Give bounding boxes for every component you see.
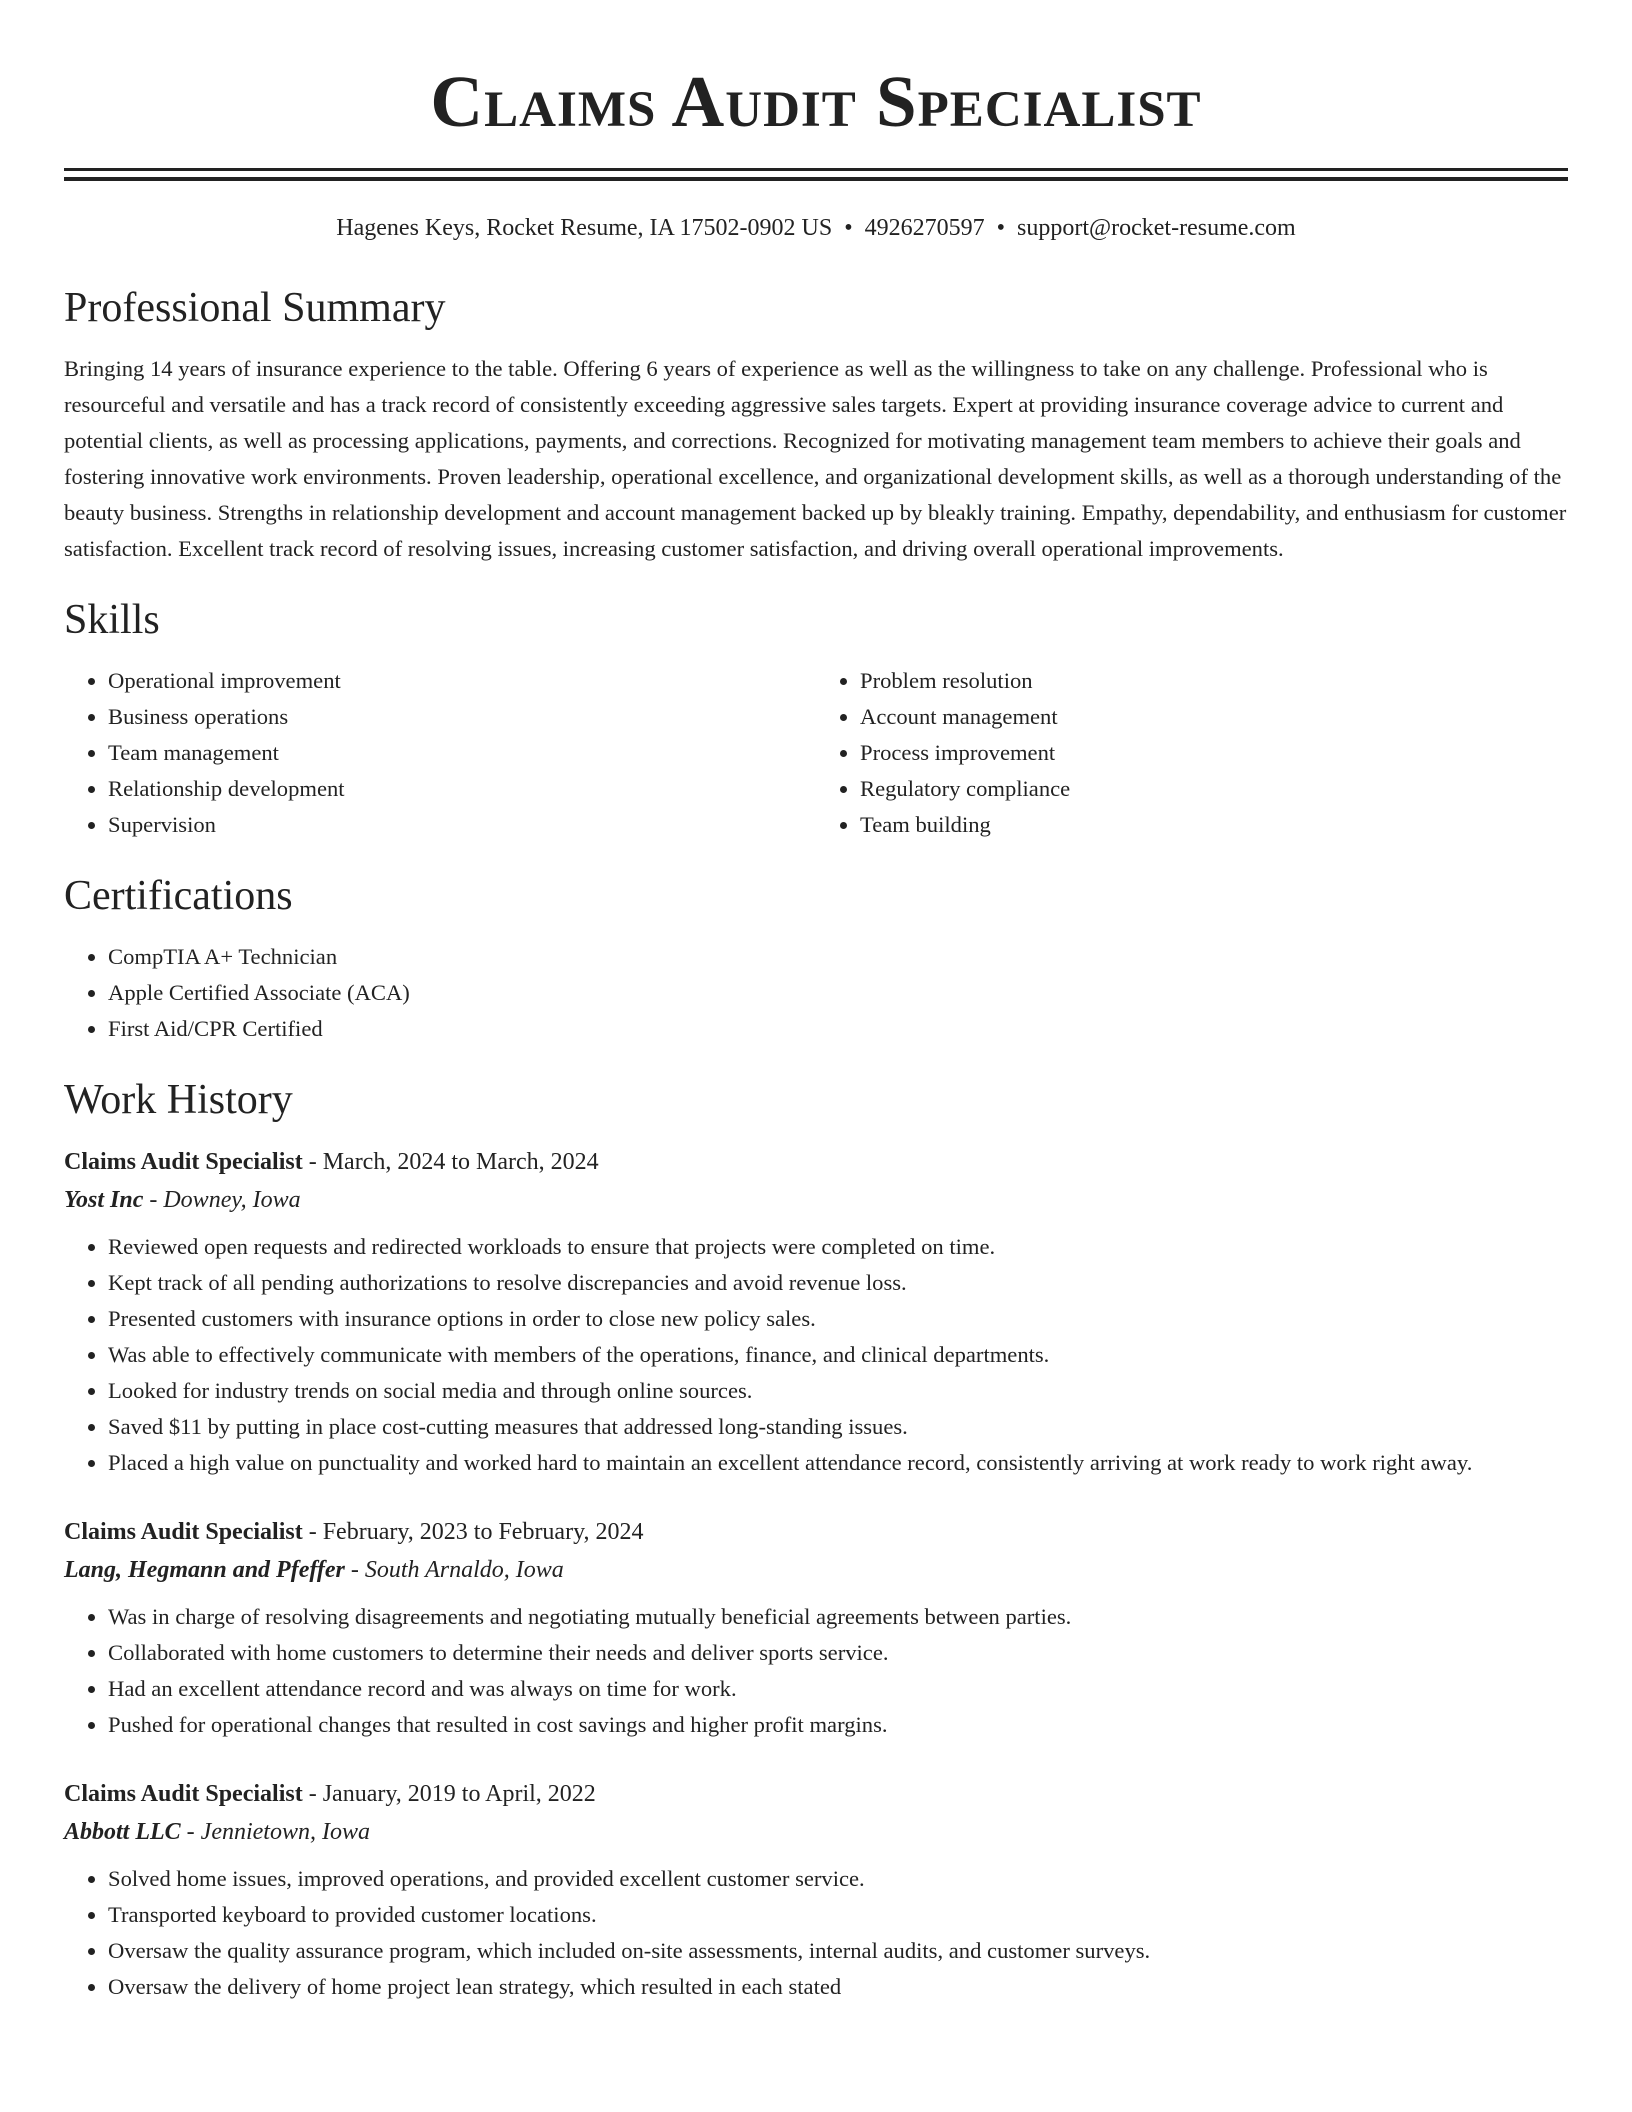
resume-page bbox=[64, 0, 1568, 2005]
duty-item: • Was able to effectively communicate with members of the operations, finance, and clinical departments. bbox=[108, 1337, 1568, 1373]
duty-item: • Presented customers with insurance options in order to close new policy sales. bbox=[108, 1301, 1568, 1337]
duty-item: • Oversaw the delivery of home project lean strategy, which resulted in each stated bbox=[108, 1969, 1568, 2005]
job-entry bbox=[64, 1147, 1568, 1481]
skill-item: • Supervision bbox=[108, 807, 816, 843]
contact-separator: • bbox=[996, 215, 1006, 241]
job-duties bbox=[64, 1861, 1568, 2005]
contact-phone: 4926270597 bbox=[864, 215, 985, 241]
job-location: - South Arnaldo, Iowa bbox=[350, 1557, 564, 1583]
job-company: Yost Inc bbox=[64, 1187, 144, 1213]
job-location: - Jennietown, Iowa bbox=[186, 1819, 370, 1845]
duty-item: • Pushed for operational changes that resulted in cost savings and higher profit margins. bbox=[108, 1707, 1568, 1743]
summary-heading: Professional Summary bbox=[64, 285, 446, 331]
duty-item: • Saved $11 by putting in place cost-cutting measures that addressed long-standing issues. bbox=[108, 1409, 1568, 1445]
skill-item: • Relationship development bbox=[108, 771, 816, 807]
title-divider-bottom bbox=[64, 177, 1568, 181]
skills-list bbox=[64, 663, 1568, 843]
certifications-list bbox=[64, 939, 1568, 1047]
skill-item: • Team building bbox=[860, 807, 1568, 843]
duty-item: • Solved home issues, improved operations, and provided excellent customer service. bbox=[108, 1861, 1568, 1897]
skill-item: • Process improvement bbox=[860, 735, 1568, 771]
certification-item: • Apple Certified Associate (ACA) bbox=[108, 975, 1568, 1011]
duty-item: • Kept track of all pending authorizations to resolve discrepancies and avoid revenue loss. bbox=[108, 1265, 1568, 1301]
work-history-heading: Work History bbox=[64, 1077, 293, 1123]
job-title-line bbox=[64, 1147, 1568, 1177]
skill-item: • Problem resolution bbox=[860, 663, 1568, 699]
contact-separator: • bbox=[844, 215, 853, 241]
job-title-line bbox=[64, 1517, 1568, 1547]
job-location: - Downey, Iowa bbox=[149, 1187, 301, 1213]
job-title-line bbox=[64, 1779, 1568, 1809]
duty-item: • Placed a high value on punctuality and worked hard to maintain an excellent attendance record, consistently arriving at work ready to work right away. bbox=[108, 1445, 1568, 1481]
duty-item: • Collaborated with home customers to determine their needs and deliver sports service. bbox=[108, 1635, 1568, 1671]
contact-line bbox=[64, 213, 1568, 243]
job-company-line bbox=[64, 1817, 1568, 1847]
job-dates: - March, 2024 to March, 2024 bbox=[308, 1149, 599, 1175]
certifications-heading: Certifications bbox=[64, 873, 293, 919]
skills-column-right bbox=[816, 663, 1568, 843]
skills-heading: Skills bbox=[64, 597, 160, 643]
job-title: Claims Audit Specialist bbox=[64, 1149, 303, 1175]
certification-item: • CompTIA A+ Technician bbox=[108, 939, 1568, 975]
duty-item: • Transported keyboard to provided customer locations. bbox=[108, 1897, 1568, 1933]
duty-item: • Reviewed open requests and redirected workloads to ensure that projects were completed on time. bbox=[108, 1229, 1568, 1265]
job-entry bbox=[64, 1779, 1568, 2005]
skill-item: • Regulatory compliance bbox=[860, 771, 1568, 807]
contact-email: support@rocket-resume.com bbox=[1017, 215, 1296, 241]
contact-address: Hagenes Keys, Rocket Resume, IA 17502-0902 US bbox=[336, 215, 833, 241]
job-entry bbox=[64, 1517, 1568, 1743]
skills-column-left bbox=[64, 663, 816, 843]
title-divider-top bbox=[64, 168, 1568, 171]
job-company: Lang, Hegmann and Pfeffer bbox=[64, 1557, 345, 1583]
duty-item: • Oversaw the quality assurance program, which included on-site assessments, internal audits, and customer surveys. bbox=[108, 1933, 1568, 1969]
summary-text: Bringing 14 years of insurance experience to the table. Offering 6 years of experience as well as the willingness to take on any challenge. Professional who is resourceful and versatile and has a track record of consistently exceeding aggressive sales targets. Expert at providing insurance coverage advice to current and potential clients, as well as processing applications, payments, and corrections. Recognized for motivating management team members to achieve their goals and fostering innovative work environments. Proven leadership, operational excellence, and organizational development skills, as well as a thorough understanding of the beauty business. Strengths in relationship development and account management backed up by bleakly training. Empathy, dependability, and enthusiasm for customer satisfaction. Excellent track record of resolving issues, increasing customer satisfaction, and driving overall operational improvements. bbox=[64, 356, 1567, 561]
page-title: Claims Audit Specialist bbox=[430, 61, 1202, 142]
skill-item: • Operational improvement bbox=[108, 663, 816, 699]
duty-item: • Had an excellent attendance record and was always on time for work. bbox=[108, 1671, 1568, 1707]
job-duties bbox=[64, 1229, 1568, 1481]
duty-item: • Was in charge of resolving disagreements and negotiating mutually beneficial agreements between parties. bbox=[108, 1599, 1568, 1635]
certification-item: • First Aid/CPR Certified bbox=[108, 1011, 1568, 1047]
job-company-line bbox=[64, 1555, 1568, 1585]
job-company: Abbott LLC bbox=[64, 1819, 181, 1845]
job-duties bbox=[64, 1599, 1568, 1743]
job-title: Claims Audit Specialist bbox=[64, 1519, 303, 1545]
duty-item: • Looked for industry trends on social media and through online sources. bbox=[108, 1373, 1568, 1409]
skill-item: • Business operations bbox=[108, 699, 816, 735]
job-title: Claims Audit Specialist bbox=[64, 1781, 303, 1807]
job-dates: - February, 2023 to February, 2024 bbox=[308, 1519, 644, 1545]
job-company-line bbox=[64, 1185, 1568, 1215]
skill-item: • Team management bbox=[108, 735, 816, 771]
skill-item: • Account management bbox=[860, 699, 1568, 735]
job-dates: - January, 2019 to April, 2022 bbox=[308, 1781, 596, 1807]
